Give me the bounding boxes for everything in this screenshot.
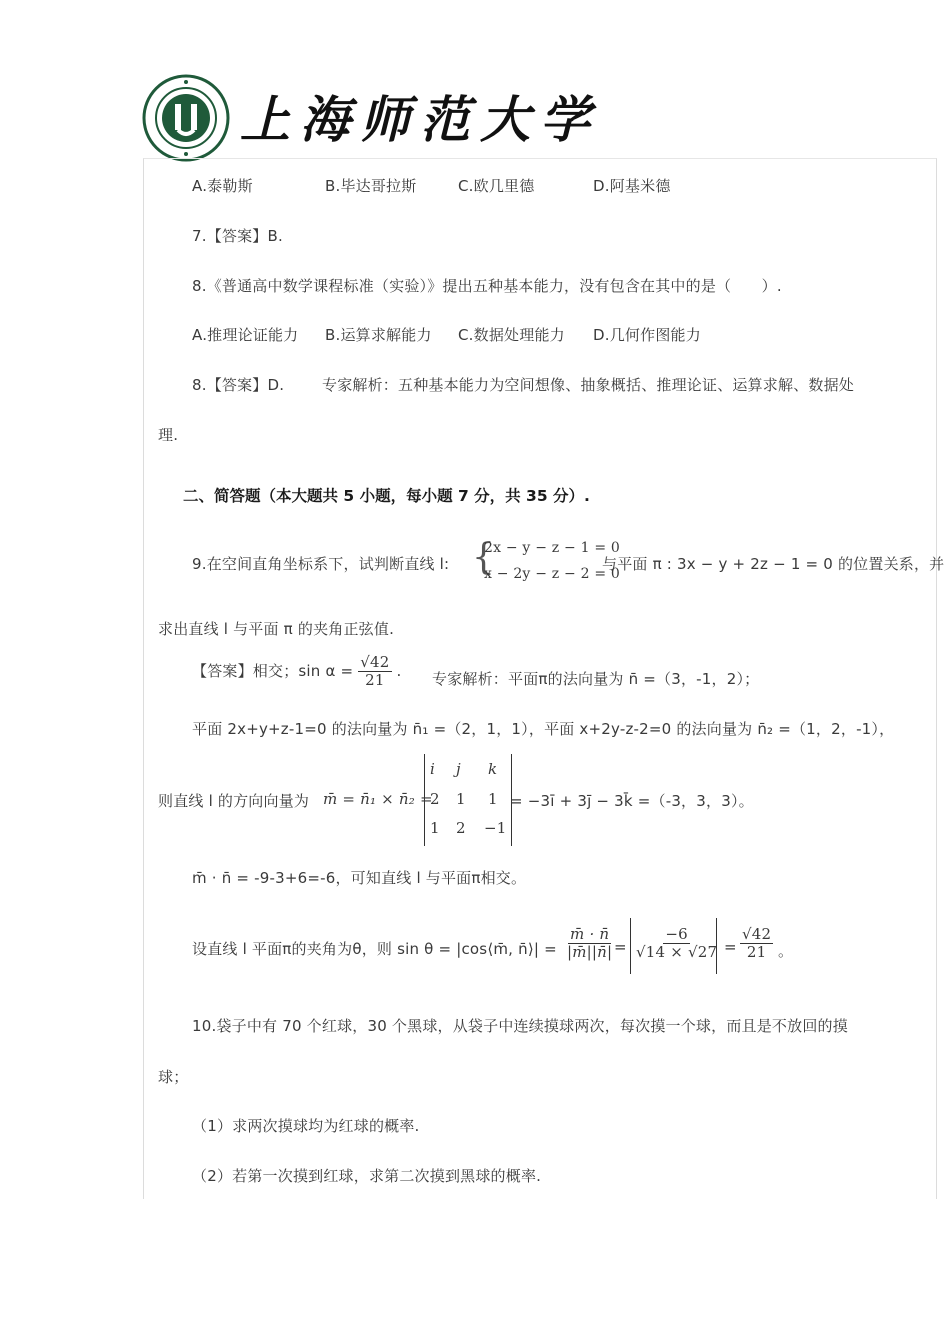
q10-line1: 10.袋子中有 70 个红球，30 个黑球，从袋子中连续摸球两次，每次摸一个球，而且是不放回的摸 [192, 1017, 848, 1035]
q9-matrix-r1c3: k [488, 760, 498, 778]
q9-angle-frac2: $\frac{-6}{√14 \times √27}$ [636, 925, 718, 961]
q9-answer-fraction: $\frac{√42}{21}$ [360, 653, 390, 689]
q9-analysis1: 专家解析：平面π的法向量为 n̄ =（3，-1，2）； [432, 670, 760, 688]
q9-line2: 求出直线 l 与平面 π 的夹角正弦值. [158, 620, 395, 638]
q9-brace: { [472, 537, 495, 578]
q10-sub2: （2）若第一次摸到红球，求第二次摸到黑球的概率. [192, 1167, 542, 1185]
q9-angle-eq2: = [724, 938, 737, 956]
q8-question: 8.《普通高中数学课程标准（实验）》提出五种基本能力，没有包含在其中的是（ ）. [192, 277, 782, 295]
q9-direction-expr: m̄ = n̄₁ × n̄₂ = [323, 790, 433, 808]
q9-angle-prefix: 设直线 l 平面π的夹角为θ，则 sin θ = |cos⟨m̄, n̄⟩| = [192, 940, 557, 958]
q7-option-d: D.阿基米德 [593, 177, 671, 195]
q9-angle-frac1: $\frac{m̄ \cdot n̄}{|m̄||n̄|}$ [567, 925, 613, 961]
q9-eq2: x − 2y − z − 2 = 0 [484, 566, 621, 582]
q9-matrix-r1c2: j [456, 760, 461, 778]
q9-dot-line: m̄ · n̄ = -9-3+6=-6，可知直线 l 与平面π相交。 [192, 869, 527, 887]
q8-answer: 8.【答案】D. [192, 376, 285, 394]
q9-analysis2: 平面 2x+y+z-1=0 的法向量为 n̄₁ =（2，1，1），平面 x+2y-z-2=0 的法向量为 n̄₂ =（1，2，-1）， [192, 720, 895, 738]
q9-angle-end: 。 [778, 942, 794, 960]
q7-option-a: A.泰勒斯 [192, 177, 253, 195]
q8-option-a: A.推理论证能力 [192, 326, 299, 344]
q9-angle-eq1: = [614, 938, 627, 956]
university-seal [142, 74, 230, 162]
section-title: 二、简答题（本大题共 5 小题，每小题 7 分，共 35 分）. [183, 487, 590, 505]
q9-suffix: 与平面 π : 3x − y + 2z − 1 = 0 的位置关系，并 [602, 555, 945, 573]
q7-option-b: B.毕达哥拉斯 [325, 177, 417, 195]
q9-eq1: 2x − y − z − 1 = 0 [484, 540, 621, 556]
q9-matrix-r3c3: −1 [484, 819, 507, 837]
q7-answer: 7.【答案】B. [192, 227, 283, 245]
q9-matrix-r3c1: 1 [430, 819, 440, 837]
q9-direction-result: = −3ī + 3j̄ − 3k̄ =（-3，3，3）。 [510, 792, 754, 810]
university-name: 上海师范大学 [240, 90, 600, 149]
q7-option-c: C.欧几里德 [458, 177, 535, 195]
q9-matrix-r2c2: 1 [456, 790, 466, 808]
q9-matrix-r2c1: 2 [430, 790, 440, 808]
q9-angle-result: $\frac{√42}{21}$ [742, 925, 772, 961]
q9-answer: 【答案】相交；sin α = $\frac{√42}{21}$ . [192, 653, 402, 689]
q9-matrix-r3c2: 2 [456, 819, 466, 837]
q10-line2: 球； [158, 1068, 189, 1086]
q8-option-d: D.几何作图能力 [593, 326, 701, 344]
q9-abs-right [716, 918, 717, 974]
q9-direction-prefix: 则直线 l 的方向向量为 [158, 792, 310, 810]
q9-matrix-r1c1: i [430, 760, 435, 778]
q8-option-c: C.数据处理能力 [458, 326, 565, 344]
q9-prefix: 9.在空间直角坐标系下，试判断直线 l: [192, 555, 450, 573]
q8-option-b: B.运算求解能力 [325, 326, 432, 344]
q8-analysis-line2: 理. [158, 426, 179, 444]
q9-abs-left [630, 918, 631, 974]
q8-analysis-line1: 专家解析：五种基本能力为空间想像、抽象概括、推理论证、运算求解、数据处 [322, 376, 855, 394]
q10-sub1: （1）求两次摸球均为红球的概率. [192, 1117, 420, 1135]
q9-answer-label: 【答案】相交；sin α = [192, 662, 354, 680]
q9-matrix-r2c3: 1 [488, 790, 498, 808]
